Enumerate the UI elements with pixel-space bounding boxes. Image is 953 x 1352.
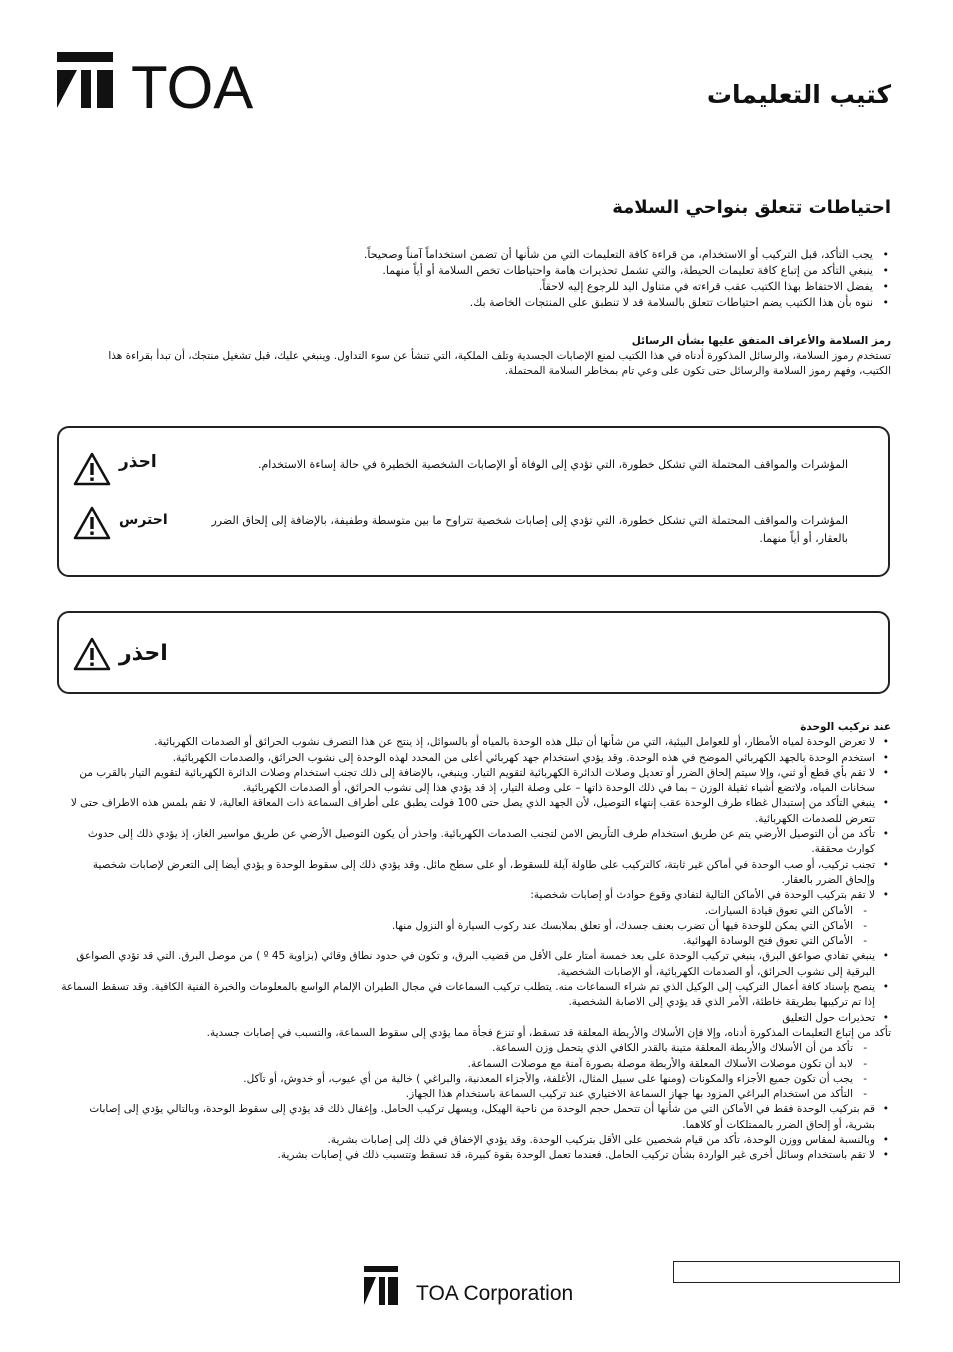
sub-list-item: - الأماكن التي تعوق فتح الوسادة الهوائية. [61,934,891,949]
list-item: • ننوه بأن هذا الكتيب يضم احتياطات تتعلق بالسلامة قد لا تنطبق على المنتجات الخاصة بك. [71,295,891,311]
sub-list-item: - الأماكن التي يمكن للوحدة فيها أن تضرب بعنف جسدك، أو تعلق بملابسك عند ركوب السيارة أو النزول منها. [61,919,891,934]
intro-list [71,247,891,311]
legend-warning-row [73,452,848,486]
warning-banner-row [73,637,848,671]
warning-triangle-icon [73,452,111,486]
footer-code-box [673,1261,900,1283]
sub-list-item: - التأكد من استخدام البراغي المزود بها جهاز السماعة الاختياري عند تركيب السماعة باستخدام هذا الجهاز. [61,1087,891,1102]
hanging-intro: تأكد من إتباع التعليمات المذكورة أدناه، وإلا فإن الأسلاك والأربطة المعلقة قد تسقط، أو تنزع فجأة مما يؤدي إلى سقوط السماعة، والتسبب في إصابات جسدية. [206,1026,891,1039]
toa-logo-icon [364,1266,398,1305]
sub-list-item: - لابد أن تكون موصلات الأسلاك المعلقة والأربطة موصلة بصورة آمنة مع موصلات السماعة. [61,1057,891,1072]
install-section [61,720,891,1164]
symbols-block [101,334,891,379]
legend-box [57,426,890,577]
footer-company: TOA Corporation [416,1282,574,1305]
caution-label: احترس [119,512,168,528]
sub-list-item: - تأكد من أن الأسلاك والأربطة المعلقة متينة بالقدر الكافي الذي يتحمل وزن السماعة. [61,1041,891,1056]
warning-triangle-icon [73,506,111,540]
list-item: • تحذيرات حول التعليق [61,1011,891,1026]
list-item: • استخدم الوحدة بالجهد الكهربائي الموضح في هذه الوحدة. وقد يؤدي استخدام جهد كهربائي أعلى من المحدد لهذه الوحدة إلى نشوب الحرائق، والصدمات الكهربائية. [61,751,891,766]
sub-list-item: - الأماكن التي تعوق قيادة السيارات. [61,904,891,919]
list-item: • لا تقم باستخدام وسائل أخرى غير الواردة بشأن تركيب الحامل. فعندما تعمل الوحدة بقوة كبيرة، قد تسقط وتتسبب ذلك في إصابات بشرية. [61,1148,891,1163]
list-item: • لا تقم بتركيب الوحدة في الأماكن التالية لتفادي وقوع حوادث أو إصابات شخصية: [61,888,891,903]
list-item: • وبالنسبة لمقاس ووزن الوحدة، تأكد من قيام شخصين على الأقل بتركيب الوحدة. وقد يؤدي الإخفاق في ذلك إلى إصابات بشرية. [61,1133,891,1148]
safety-heading: احتياطات تتعلق بنواحي السلامة [612,197,891,218]
list-item: • يفضل الاحتفاظ بهذا الكتيب عقب قراءته في متناول اليد للرجوع إليه لاحقاً. [71,279,891,295]
warning-triangle-icon [73,637,111,671]
list-item: • يجب التأكد، قبل التركيب أو الاستخدام، من قراءة كافة التعليمات التي من شأنها أن تضمن استخداماً آمناً وصحيحاً. [71,247,891,263]
list-item: • تجنب تركيب، أو صب الوحدة في أماكن غير ثابتة، كالتركيب على طاولة آيلة للسقوط، أو على سطح مائل. وقد يؤدي ذلك إلى سقوط الوحدة و يؤدي أيضا إلى التعرض لإصابات شخصية وإلحاق الضرر بالعقار. [61,858,891,889]
warning-label: احذر [119,452,157,472]
page-title: كتيب التعليمات [706,80,891,109]
symbols-title: رمز السلامة والأعراف المتفق عليها بشأن الرسائل [631,335,891,347]
install-title: عند تركيب الوحدة [800,721,891,733]
list-item: • لا تعرض الوحدة لمياه الأمطار، أو للعوامل البيئية، التي من شأنها أن تبلل هذه الوحدة بالمياه أو بالسوائل، إذ ينتج عن هذا التصرف نشوب الحرائق أو الصدمات الكهربائية. [61,735,891,750]
list-item: • لا تقم بأي قطع أو ثني، وإلا سيتم إلحاق الضرر أو تعديل وصلات الدائرة الكهربائية لتقويم التيار. وينبغي، بالإضافة إلى ذلك تجنب استخدام وصلات الدائرة الكهربائية لتقويم التيار بالقرب من سخانات المياه، ولاتضع أشياء ثقيلة الوزن – بما في ذلك الوحدة ذاتها – على وصلة التيار، إذ قد يؤدي هذا إلى نشوب الحرائق، أو الصدمات الكهربائية. [61,766,891,797]
list-item: • ينبغي التأكد من إتباع كافة تعليمات الحيطة، والتي تشمل تحذيرات هامة واحتياطات تخص السلامة أو أياً منهما. [71,263,891,279]
list-item: • تأكد من أن التوصيل الأرضي يتم عن طريق استخدام طرف التأريض الامن لتجنب الصدمات الكهربائية. واحذر أن يكون التوصيل الأرضي عن طريق مواسير الغاز، إذ يؤدي ذلك إلى حدوث كوارث محققة. [61,827,891,858]
list-item: • ينبغي تفادي صواعق البرق، ينبغي تركيب الوحدة على بعد خمسة أمتار على الأقل من قضيب البرق، و تكون في حدود نطاق وقائي (بزاوية 45 º ) من موصل البرق. التي قد تؤدي الصواعق البرقية إلى نشوب الحرائق، أو الصدمات الكهربائية، أو الإصابات الشخصية. [61,949,891,980]
toa-logo-icon [55,50,270,112]
warning-description: المؤشرات والمواقف المحتملة التي تشكل خطورة، التي تؤدي إلى الوفاة أو الإصابات الشخصية الخطيرة في حالة إساءة الاستخدام. [257,458,848,471]
warning-banner-label: احذر [119,641,168,666]
legend-caution-row [73,506,848,548]
footer-logo [362,1265,592,1307]
symbols-text: تستخدم رموز السلامة، والرسائل المذكورة أدناه في هذا الكتيب لمنع الإصابات الجسدية وتلف الملكية، التي تنشأ عن سوء التداول. وينبغي عليك، قبل تشغيل منتجك، أن تبدأ بقراءة هذا الكتيب، وفهم رموز السلامة والرسائل حتى تكون على وعي تام بمخاطر السلامة المحتملة. [108,350,891,377]
warning-banner [57,611,890,694]
brand-wordmark: TOA [131,54,254,112]
list-item: • ينصح بإسناد كافة أعمال التركيب إلى الوكيل الذي تم شراء السماعات منه. يتطلب تركيب السماعات في مجال الطيران الإلمام الواسع بالمعلومات والخبرة الفنية الكافية. وقد تسقط السماعة إذا تم تركيبها بطريقة خاطئة، الأمر الذي قد يؤدي إلى الاصابة الشخصية. [61,980,891,1011]
sub-list-item: - يجب أن تكون جميع الأجزاء والمكونات (ومنها على سبيل المثال، الأغلفة، والأجزاء المعدنية، والبراغي ) خالية من أي عيوب، أو خدوش، أو تآكل. [61,1072,891,1087]
list-item: • قم بتركيب الوحدة فقط في الأماكن التي من شأنها أن تتحمل حجم الوحدة من ناحية الهيكل، ويسهل تركيب الحامل. وإغفال ذلك قد يؤدي إلى سقوط الوحدة، وبالتالي يؤدي إلى إصابات بشرية، أو إلحاق الضرر بالممتلكات أو كلاهما. [61,1102,891,1133]
caution-description: المؤشرات والمواقف المحتملة التي تشكل خطورة، التي تؤدي إلى إصابات شخصية تتراوح ما بين متوسطة وطفيفة، بالإضافة إلى إلحاق الضرر بالعقار، أو أياً منهما. [211,514,848,545]
list-item: • ينبغي التأكد من إستبدال غطاء طرف الوحدة عقب إنتهاء التوصيل، لأن الجهد الذي يصل حتى 100 فولت يطبق على أطراف السماعة ذات المعاقة العالية، لا تقم بلمس هذه الاطراف حتى لا تتعرض للصدمات الكهربائية. [61,796,891,827]
